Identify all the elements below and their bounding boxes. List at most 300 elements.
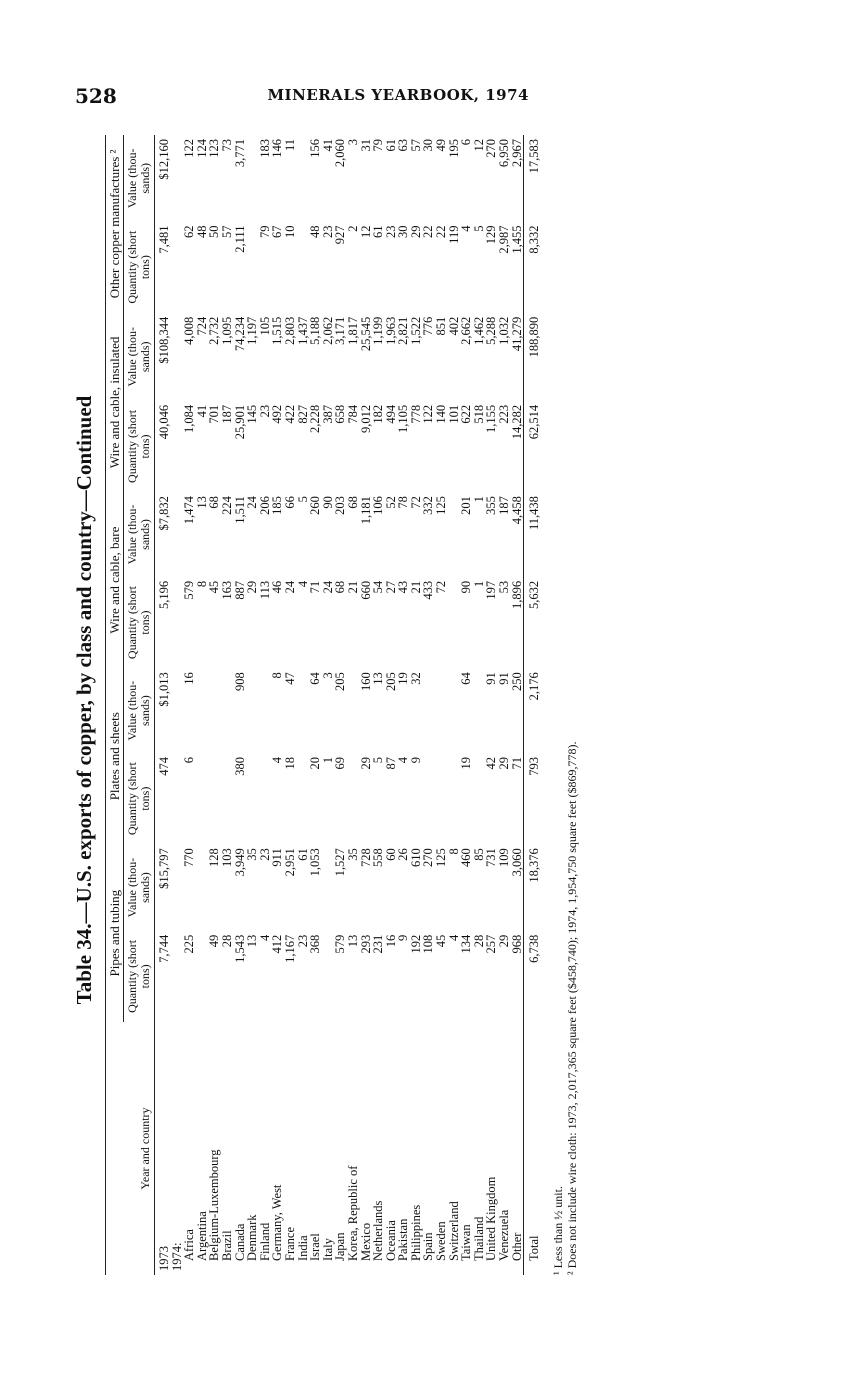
table-cell: 4	[459, 225, 474, 232]
table-cell	[422, 753, 435, 844]
table-cell: 1,167	[282, 934, 297, 963]
table-row	[334, 135, 347, 1275]
table-cell: 6,950	[497, 139, 512, 168]
table-cell	[246, 222, 259, 313]
table-cell: 124	[194, 139, 209, 158]
table-cell: 1,199	[371, 316, 386, 345]
table-cell: 101	[446, 404, 461, 424]
table-cell: 4	[446, 934, 461, 941]
table-cell: 41	[194, 404, 209, 418]
table-cell: 3	[345, 139, 360, 146]
table-cell: 72	[434, 580, 449, 594]
row-label-text: 1973	[157, 1246, 171, 1271]
row-label-text: Finland	[257, 1222, 272, 1261]
table-cell: 41	[320, 139, 335, 152]
table-cell: 2,060	[333, 139, 348, 168]
table-cell: 66	[282, 496, 297, 509]
table-cell: 3,949	[232, 848, 247, 877]
table-cell: 68	[207, 496, 222, 509]
table-cell: 4	[257, 934, 272, 941]
table-cell: 29	[497, 934, 512, 948]
row-label-text: Mexico	[358, 1222, 373, 1261]
table-cell: 13	[371, 672, 386, 685]
table-cell: 29	[408, 225, 423, 239]
table-cell: 27	[383, 580, 398, 594]
table-cell: 163	[219, 580, 234, 600]
table-cell: 28	[471, 934, 486, 948]
table-cell: 61	[371, 225, 386, 239]
table-cell: 48	[194, 225, 209, 239]
group-header: Plates and sheets	[106, 668, 124, 844]
table-cell: 195	[446, 139, 461, 158]
table-cell: 1,817	[345, 316, 360, 345]
table-cell	[246, 668, 259, 753]
table-cell	[208, 753, 221, 844]
table-cell: 12	[471, 139, 486, 152]
table-cell: 87	[383, 757, 398, 770]
table-cell: 380	[232, 757, 247, 776]
table-cell: 10	[282, 225, 297, 239]
table-cell: 103	[219, 848, 234, 868]
table-cell: 26	[396, 848, 411, 861]
table-cell: 64	[308, 672, 323, 685]
table-cell: 72	[408, 496, 423, 509]
table-cell: 1	[471, 496, 486, 503]
table-cell: 119	[446, 225, 461, 244]
table-cell: 108	[421, 934, 436, 954]
table-cell: 134	[459, 934, 474, 954]
table-cell: 122	[182, 139, 197, 158]
table-cell: 3,060	[509, 848, 524, 877]
table-cell: 1,032	[497, 316, 512, 345]
table-row	[473, 135, 486, 1275]
row-label-text: Italy	[320, 1238, 335, 1261]
table-cell: 31	[358, 139, 373, 152]
table-row	[155, 135, 171, 1275]
group-header: Other copper manufactures ²	[106, 135, 124, 313]
table-cell: $7,832	[157, 496, 171, 531]
table-cell: 12	[358, 225, 373, 239]
table-cell: 69	[333, 757, 348, 770]
table-cell: 192	[408, 934, 423, 954]
exports-table	[105, 135, 541, 1275]
table-cell: 402	[446, 316, 461, 336]
table-cell: 16	[383, 934, 398, 948]
table-cell	[221, 668, 234, 753]
table-cell: 224	[219, 496, 234, 515]
row-label-text: Japan	[333, 1232, 348, 1261]
table-cell: 223	[497, 404, 512, 424]
table-row	[246, 135, 259, 1275]
page-number: 528	[75, 84, 117, 108]
table-cell: 231	[371, 934, 386, 954]
table-row	[322, 135, 335, 1275]
table-cell: 494	[383, 404, 398, 424]
table-cell: 1,455	[509, 225, 524, 254]
table-cell: 5	[471, 225, 486, 232]
value-header: Value (thou- sands)	[124, 313, 155, 401]
table-cell: 46	[270, 580, 285, 594]
row-label-text: Netherlands	[371, 1200, 386, 1261]
table-cell: 29	[358, 757, 373, 770]
table-cell: 911	[270, 848, 285, 867]
table-row	[221, 135, 234, 1275]
year-country-header: Year and country	[106, 1022, 155, 1275]
table-cell: 60	[383, 848, 398, 861]
row-label-text: Philippines	[408, 1204, 423, 1261]
table-row	[208, 135, 221, 1275]
table-cell: 387	[320, 404, 335, 424]
table-cell: 968	[509, 934, 524, 954]
table-cell	[347, 753, 360, 844]
table-cell: 1,515	[270, 316, 285, 345]
table-cell: 41,279	[509, 316, 524, 352]
table-cell: 13	[345, 934, 360, 948]
table-cell: 1,462	[471, 316, 486, 345]
table-cell: 23	[257, 848, 272, 861]
table-cell: 2,062	[320, 316, 335, 345]
rotated-table-block	[72, 125, 612, 1275]
table-row	[347, 135, 360, 1275]
table-cell: 1	[471, 580, 486, 588]
table-cell: 203	[333, 496, 348, 515]
table-cell	[259, 753, 272, 844]
table-row	[171, 135, 184, 1275]
table-cell: 13	[194, 496, 209, 509]
table-cell: 24	[282, 580, 297, 594]
row-label-text: Taiwan	[459, 1224, 474, 1261]
table-cell	[347, 668, 360, 753]
row-label	[155, 1022, 171, 1275]
table-cell: 91	[497, 672, 512, 685]
table-row	[422, 135, 435, 1275]
table-cell: $1,013	[157, 672, 171, 707]
row-label	[309, 1022, 322, 1275]
table-cell: 3,771	[232, 139, 247, 168]
table-cell: 1,155	[484, 404, 499, 433]
table-cell: 16	[182, 672, 197, 685]
table-cell	[196, 668, 209, 753]
table-cell: 78	[396, 496, 411, 509]
table-cell	[435, 668, 448, 753]
table-cell	[196, 753, 209, 844]
table-cell: 35	[345, 848, 360, 861]
table-cell: 67	[270, 225, 285, 239]
table-cell: 2,732	[207, 316, 222, 345]
table-cell: 784	[345, 404, 360, 424]
table-cell: 8	[194, 580, 209, 588]
table-cell: 3,171	[333, 316, 348, 345]
table-cell: 79	[371, 139, 386, 152]
table-cell	[246, 753, 259, 844]
table-row	[259, 135, 272, 1275]
table-cell: 422	[282, 404, 297, 424]
table-cell: 2,967	[509, 139, 524, 168]
table-cell: 91	[484, 672, 499, 685]
table-cell: 660	[358, 580, 373, 600]
table-cell: 5	[295, 496, 310, 503]
quantity-header: Quantity (short tons)	[124, 401, 155, 492]
table-cell: 1,084	[182, 404, 197, 433]
table-cell: $108,344	[157, 316, 171, 364]
table-cell: 433	[421, 580, 436, 600]
table-cell: 579	[333, 934, 348, 954]
table-cell: 18,376	[524, 844, 541, 930]
table-cell: 5,632	[524, 577, 541, 668]
row-label-text: Thailand	[471, 1216, 486, 1261]
table-cell: 4	[396, 757, 411, 764]
table-cell: 22	[421, 225, 436, 239]
table-row	[284, 135, 297, 1275]
table-cell: 9	[396, 934, 411, 941]
table-cell: 19	[459, 757, 474, 770]
table-cell: 5,288	[484, 316, 499, 345]
table-cell: 8,332	[524, 222, 541, 313]
row-label-text: Other	[509, 1232, 524, 1261]
table-cell: 125	[434, 496, 449, 515]
table-cell: 205	[333, 672, 348, 691]
table-cell: 5,188	[308, 316, 323, 345]
table-cell: 2	[345, 225, 360, 232]
group-header: Wire and cable, insulated	[106, 313, 124, 492]
value-header: Value (thou- sands)	[124, 492, 155, 577]
table-cell: 35	[245, 848, 260, 861]
table-cell: 260	[308, 496, 323, 515]
table-cell: 1,896	[509, 580, 524, 610]
table-row	[524, 135, 541, 1275]
table-cell: 558	[371, 848, 386, 868]
table-cell: 106	[371, 496, 386, 515]
table-row	[511, 135, 524, 1275]
table-cell	[221, 753, 234, 844]
row-label-text: Israel	[308, 1233, 323, 1261]
table-cell: 57	[219, 225, 234, 239]
table-cell	[171, 753, 184, 844]
row-label-text: France	[282, 1226, 297, 1261]
table-cell: 197	[484, 580, 499, 600]
table-cell: 1,197	[245, 316, 260, 345]
table-cell: 63	[396, 139, 411, 152]
table-cell: 29	[245, 580, 260, 594]
row-label-text: Canada	[232, 1223, 247, 1261]
row-label-text: 1974:	[169, 1242, 184, 1271]
row-label-text: Argentina	[194, 1211, 209, 1261]
table-cell: 105	[257, 316, 272, 336]
table-cell: 2,662	[459, 316, 474, 345]
table-cell: 47	[282, 672, 297, 685]
table-cell: 7,744	[157, 934, 171, 963]
table-cell: 1,105	[396, 404, 411, 433]
table-cell: 30	[396, 225, 411, 239]
table-cell: 4,458	[509, 496, 524, 525]
table-cell: 205	[383, 672, 398, 691]
table-row	[271, 135, 284, 1275]
table-cell: 731	[484, 848, 499, 868]
table-cell: 1,181	[358, 496, 373, 525]
table-cell: 2,987	[497, 225, 512, 254]
table-cell: 4,008	[182, 316, 197, 345]
table-cell: 8	[446, 848, 461, 855]
table-cell: 187	[219, 404, 234, 424]
table-cell: 518	[471, 404, 486, 424]
table-cell: 368	[308, 934, 323, 954]
table-row	[297, 135, 310, 1275]
table-cell: 17,583	[524, 135, 541, 222]
table-row	[309, 135, 322, 1275]
table-row	[360, 135, 373, 1275]
table-cell: 50	[207, 225, 222, 239]
table-cell: 474	[157, 757, 171, 776]
table-cell: 20	[308, 757, 323, 770]
table-cell: 2,803	[282, 316, 297, 345]
table-cell: 183	[257, 139, 272, 158]
table-cell: 1,522	[408, 316, 423, 345]
table-cell: 1,053	[308, 848, 323, 877]
table-row	[498, 135, 511, 1275]
table-cell	[435, 753, 448, 844]
table-cell: 927	[333, 225, 348, 245]
table-cell: 19	[396, 672, 411, 685]
table-row	[435, 135, 448, 1275]
table-cell: 90	[320, 496, 335, 509]
row-label	[524, 1022, 541, 1275]
table-cell: $12,160	[157, 139, 171, 180]
running-head: MINERALS YEARBOOK, 1974	[267, 86, 529, 104]
table-row	[385, 135, 398, 1275]
table-cell: 74,234	[232, 316, 247, 352]
table-row	[234, 135, 247, 1275]
group-header: Pipes and tubing	[106, 844, 124, 1022]
table-cell: 64	[459, 672, 474, 685]
table-cell: 460	[459, 848, 474, 868]
table-row	[196, 135, 209, 1275]
table-cell: 32	[408, 672, 423, 685]
table-cell: 778	[408, 404, 423, 424]
table-cell: 185	[270, 496, 285, 515]
table-cell: 206	[257, 496, 272, 515]
table-row	[410, 135, 423, 1275]
table-cell: 29	[497, 757, 512, 770]
table-cell: 13	[245, 934, 260, 948]
table-row	[183, 135, 196, 1275]
table-cell: 908	[232, 672, 247, 691]
table-cell: 1	[320, 757, 335, 764]
table-cell: 3	[320, 672, 335, 679]
table-cell: 156	[308, 139, 323, 158]
table-cell: 8	[270, 672, 285, 679]
table-cell: 49	[207, 934, 222, 948]
table-cell: 9,012	[358, 404, 373, 433]
table-cell: 71	[308, 580, 323, 594]
table-cell: 28	[219, 934, 234, 948]
table-cell: 25,901	[232, 404, 247, 440]
table-cell	[259, 668, 272, 753]
table-cell: 2,176	[524, 668, 541, 753]
table-cell: 332	[421, 496, 436, 515]
table-cell: 187	[497, 496, 512, 515]
table-cell: 129	[484, 225, 499, 245]
table-cell: 2,228	[308, 404, 323, 433]
table-cell: 109	[497, 848, 512, 868]
table-cell: 21	[345, 580, 360, 594]
table-cell: 5,196	[157, 580, 171, 610]
table-cell: 1,527	[333, 848, 348, 877]
table-row	[372, 135, 385, 1275]
table-cell: 48	[308, 225, 323, 239]
row-label-text: Oceania	[383, 1220, 398, 1261]
table-cell: 128	[207, 848, 222, 868]
table-cell: 610	[408, 848, 423, 868]
table-cell: 2,111	[232, 225, 247, 253]
row-label-text: Brazil	[219, 1230, 234, 1261]
footnote-1: ¹ Less than ½ unit.	[550, 1186, 565, 1275]
table-cell: 18	[282, 757, 297, 770]
row-label-text: Venezuela	[497, 1209, 512, 1261]
value-header: Value (thou- sands)	[124, 135, 155, 222]
table-cell: 355	[484, 496, 499, 515]
row-label-text: Pakistan	[396, 1218, 411, 1261]
table-cell: 23	[320, 225, 335, 239]
table-row	[397, 135, 410, 1275]
table-cell: 122	[421, 404, 436, 424]
table-row	[485, 135, 498, 1275]
table-cell: 887	[232, 580, 247, 600]
table-cell: 1,095	[219, 316, 234, 345]
row-label-text: Korea, Republic of	[345, 1165, 360, 1261]
table-cell: 776	[421, 316, 436, 336]
table-cell	[246, 135, 259, 222]
table-cell: 6	[182, 757, 197, 764]
row-label-text: Africa	[182, 1229, 197, 1261]
table-cell: 140	[434, 404, 449, 424]
table-cell: 54	[371, 580, 386, 594]
table-cell: 2,821	[396, 316, 411, 345]
table-cell: 71	[509, 757, 524, 770]
table-cell: 1,474	[182, 496, 197, 525]
table-cell: 4	[295, 580, 310, 588]
table-cell: 62,514	[524, 401, 541, 492]
table-cell: 123	[207, 139, 222, 158]
row-label	[511, 1022, 524, 1275]
table-cell: 293	[358, 934, 373, 954]
table-cell: 146	[270, 139, 285, 158]
value-header: Value (thou- sands)	[124, 668, 155, 753]
table-cell: 492	[270, 404, 285, 424]
table-cell: 5	[371, 757, 386, 764]
table-cell: 250	[509, 672, 524, 691]
quantity-header: Quantity (short tons)	[124, 222, 155, 313]
table-cell: 23	[383, 225, 398, 239]
table-cell: 90	[459, 580, 474, 594]
table-cell: 22	[434, 225, 449, 239]
table-cell: 728	[358, 848, 373, 868]
table-cell: 79	[257, 225, 272, 239]
table-cell: 85	[471, 848, 486, 861]
table-cell: 25,545	[358, 316, 373, 352]
table-cell: 62	[182, 225, 197, 239]
row-label-text: Spain	[421, 1232, 436, 1261]
table-cell: 2,951	[282, 848, 297, 877]
table-cell: 270	[484, 139, 499, 158]
row-label-text: Denmark	[245, 1214, 260, 1261]
table-cell: 6	[459, 139, 474, 146]
table-cell: 412	[270, 934, 285, 954]
table-cell: 1,511	[232, 496, 247, 524]
table-cell: 770	[182, 848, 197, 868]
table-cell: 1,963	[383, 316, 398, 345]
table-cell: 61	[295, 848, 310, 861]
table-cell: 658	[333, 404, 348, 424]
